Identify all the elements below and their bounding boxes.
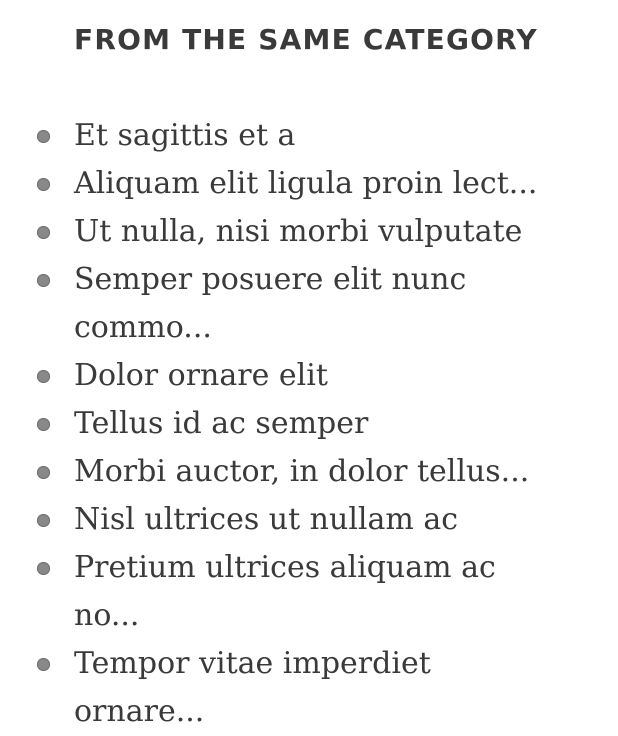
list-item (0, 352, 600, 400)
post-link[interactable]: Et sagittis et a (74, 118, 296, 153)
bullet-icon (37, 130, 50, 143)
bullet-icon (37, 370, 50, 383)
bullet-icon (37, 466, 50, 479)
bullet-icon (37, 562, 50, 575)
list-item (0, 160, 600, 208)
bullet-icon (37, 514, 50, 527)
widget-title: FROM THE SAME CATEGORY (74, 23, 538, 56)
list-item (0, 544, 600, 640)
post-link[interactable]: Nisl ultrices ut nullam ac (74, 502, 459, 537)
post-link[interactable]: Tellus id ac semper (74, 406, 369, 441)
list-item (0, 112, 600, 160)
list-item (0, 640, 600, 736)
post-link[interactable]: Aliquam elit ligula proin lect... (74, 166, 538, 201)
bullet-icon (37, 658, 50, 671)
list-item (0, 400, 600, 448)
bullet-icon (37, 418, 50, 431)
list-item (0, 256, 600, 352)
post-link[interactable]: Pretium ultrices aliquam ac no... (74, 550, 496, 633)
post-link[interactable]: Ut nulla, nisi morbi vulputate (74, 214, 523, 249)
bullet-icon (37, 274, 50, 287)
post-link[interactable]: Semper posuere elit nunc commo... (74, 262, 467, 345)
post-link[interactable]: Morbi auctor, in dolor tellus... (74, 454, 530, 489)
related-posts-list (0, 112, 600, 736)
post-link[interactable]: Tempor vitae imperdiet ornare... (74, 646, 431, 729)
post-link[interactable]: Dolor ornare elit (74, 358, 328, 393)
bullet-icon (37, 226, 50, 239)
bullet-icon (37, 178, 50, 191)
list-item (0, 448, 600, 496)
list-item (0, 496, 600, 544)
list-item (0, 208, 600, 256)
